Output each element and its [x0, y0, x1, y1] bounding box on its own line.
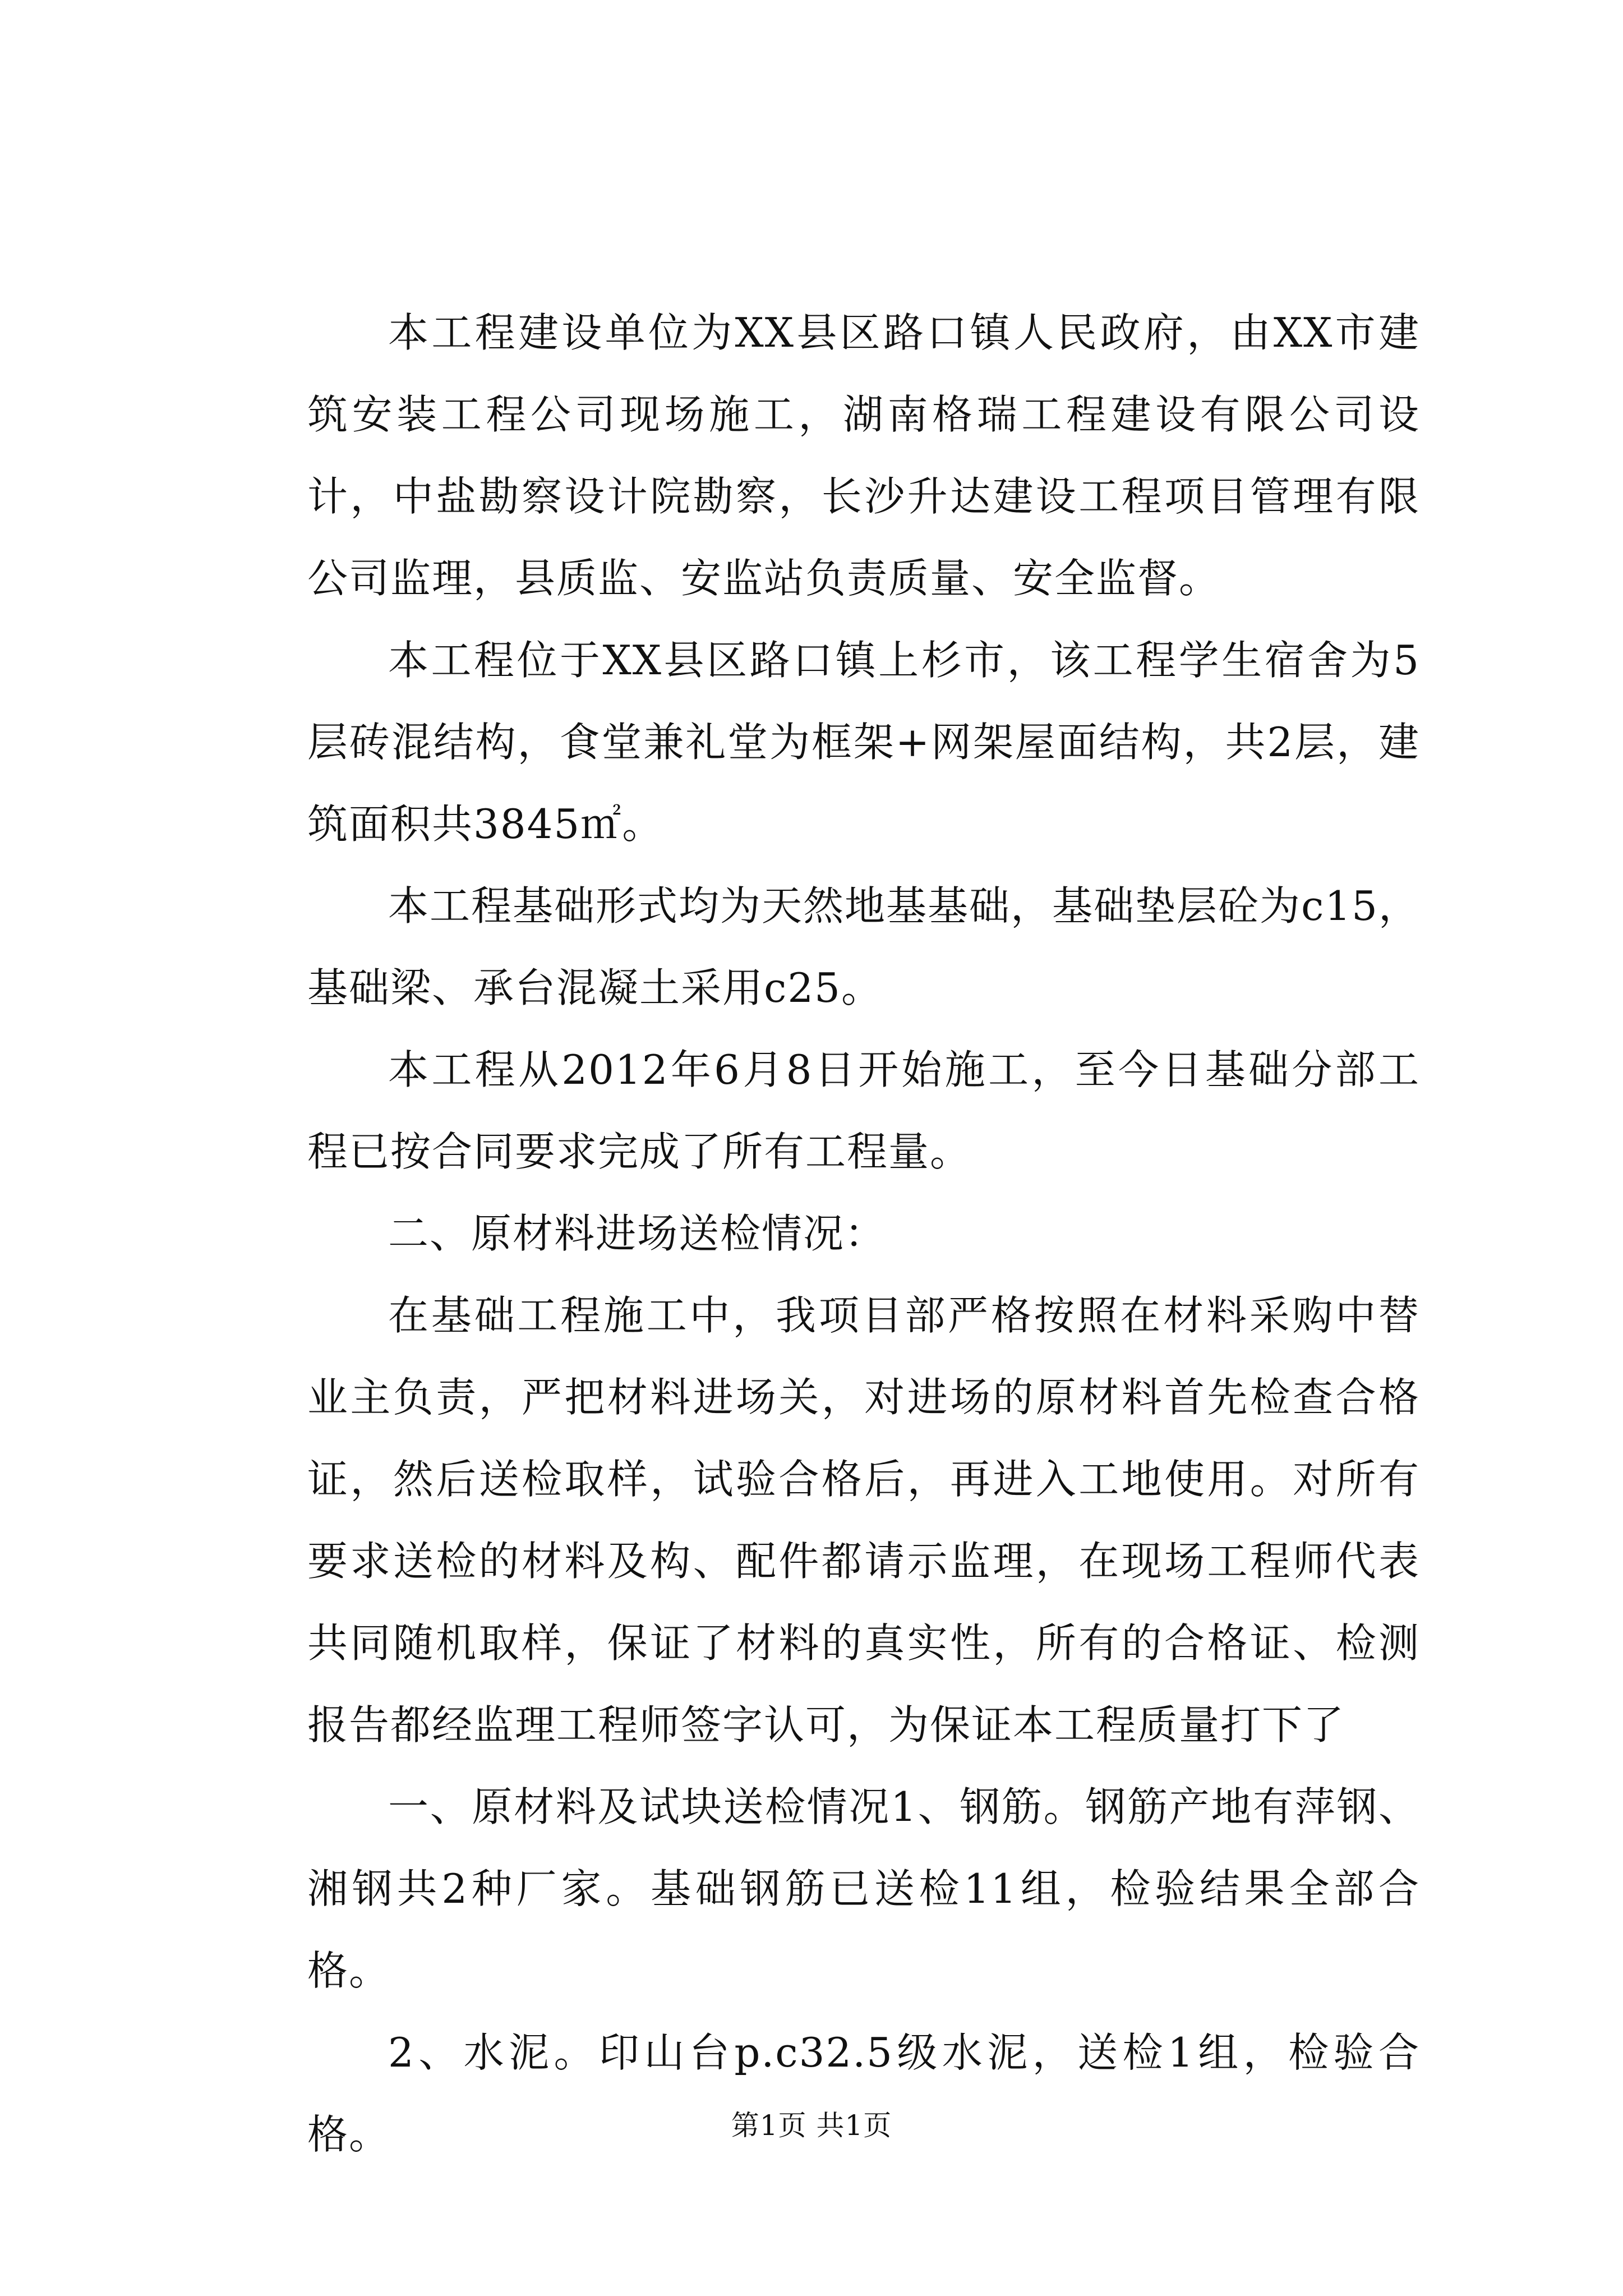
- page-footer: 第1页 共1页: [731, 2109, 892, 2142]
- paragraph-foundation-type: 本工程基础形式均为天然地基基础，基础垫层砼为c15，基础梁、承台混凝土采用c25。: [307, 882, 1420, 1011]
- document-body: [307, 292, 1420, 2175]
- paragraph-construction-start: 本工程从2012年6月8日开始施工，至今日基础分部工程已按合同要求完成了所有工程量。: [307, 1046, 1420, 1175]
- section-heading-material-inspection: 二、原材料进场送检情况：: [388, 1210, 887, 1257]
- paragraph-project-parties: 本工程建设单位为XX县区路口镇人民政府，由XX市建筑安装工程公司现场施工，湖南格瑞工程建设有限公司设计，中盐勘察设计院勘察，长沙升达建设工程项目管理有限公司监理，县质监、安监站负责质量、安全监督。: [307, 309, 1420, 602]
- paragraph-project-location: 本工程位于XX县区路口镇上杉市，该工程学生宿舍为5层砖混结构，食堂兼礼堂为框架+网架屋面结构，共2层，建筑面积共3845㎡。: [307, 637, 1420, 848]
- paragraph-material-control: 在基础工程施工中，我项目部严格按照在材料采购中替业主负责，严把材料进场关，对进场的原材料首先检查合格证，然后送检取样，试验合格后，再进入工地使用。对所有要求送检的材料及构、配件都请示监理，在现场工程师代表共同随机取样，保证了材料的真实性，所有的合格证、检测报告都经监理工程师签字认可，为保证本工程质量打下了: [307, 1292, 1420, 1749]
- paragraph-rebar-inspection: 一、原材料及试块送检情况1、钢筋。钢筋产地有萍钢、湘钢共2种厂家。基础钢筋已送检11组，检验结果全部合格。: [307, 1783, 1420, 1994]
- paragraph-cement-inspection: 2、水泥。印山台p.c32.5级水泥，送检1组，检验合格。: [307, 2029, 1420, 2158]
